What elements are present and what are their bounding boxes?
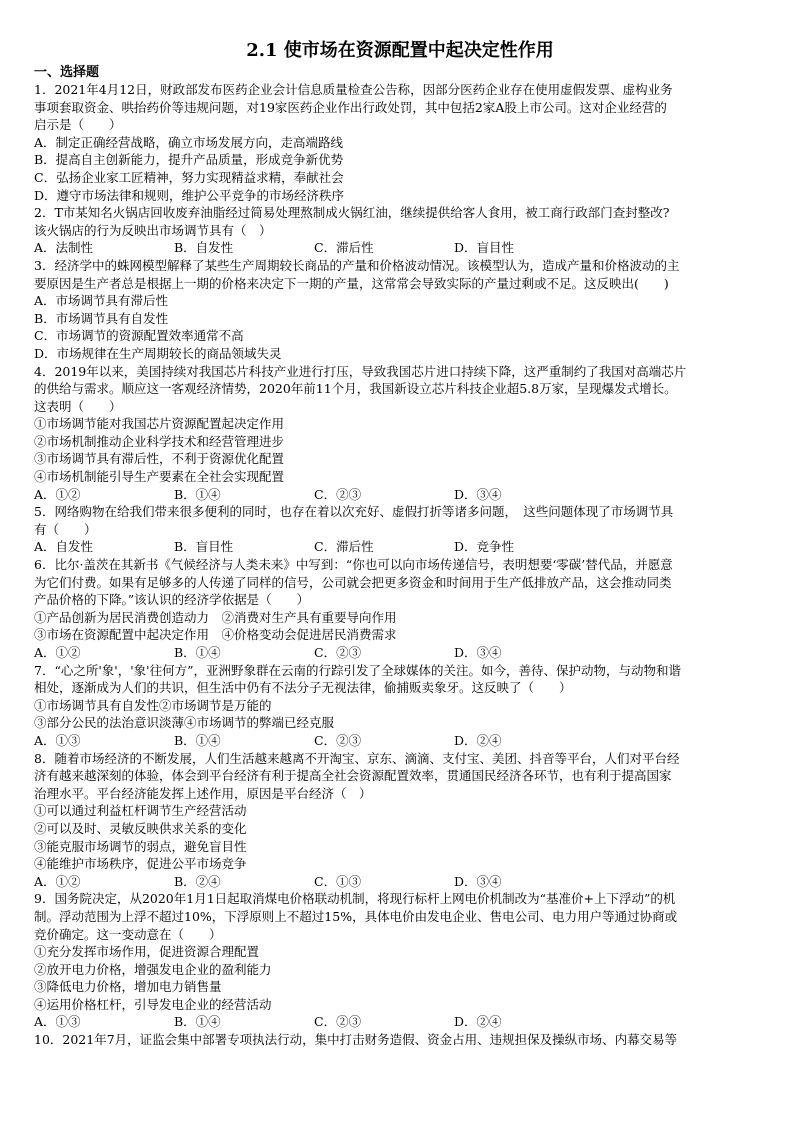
answer-choice[interactable]: B．①④ (174, 645, 221, 660)
statement-item: ①可以通过利益杠杆调节生产经营活动 (34, 803, 247, 819)
statement-item: ③市场调节具有滞后性，不利于资源优化配置 (34, 451, 285, 467)
statement-item: ②市场机制推动企业科学技术和经营管理进步 (34, 433, 285, 449)
answer-choice[interactable]: C．①③ (314, 873, 362, 889)
question-stem-line: 4．2019年以来，美国持续对我国芯片科技产业进行打压，导致我国芯片进口持续下降，这严重制约了我国对高端芯片 (34, 363, 687, 379)
answer-choice[interactable]: A．市场调节具有滞后性 (34, 293, 169, 309)
answer-choice[interactable]: C．滞后性 (314, 240, 374, 256)
answer-choice[interactable]: A．①② (34, 486, 81, 502)
question-stem-line: 2．T市某知名火锅店回收废弃油脂经过简易处理熬制成火锅红油，继续提供给客人食用，被工商行政部门查封整改? (34, 205, 670, 221)
question-stem-line: 10．2021年7月，证监会集中部署专项执法行动，集中打击财务造假、资金占用、违规担保及操纵市场、内幕交易等 (34, 1032, 678, 1048)
question-stem-line: 5．网络购物在给我们带来很多便利的同时，也存在着以次充好、虚假打折等诸多问题， 这些问题体现了市场调节具 (34, 504, 674, 520)
section-heading: 一、选择题 (34, 65, 100, 80)
answer-choice[interactable]: B．盲目性 (174, 539, 234, 555)
answer-choices-row (34, 239, 766, 257)
question-stem-line: 8．随着市场经济的不断发展，人们生活越来越离不开淘宝、京东、滴滴、支付宝、美团、抖音等平台，人们对平台经 (34, 750, 680, 766)
question-stem-line: 治理水平。平台经济能发挥上述作用，原因是平台经济（ ） (34, 785, 372, 801)
statement-item: ②可以及时、灵敏反映供求关系的变化 (34, 820, 247, 836)
answer-choice[interactable]: A．①③ (34, 732, 81, 748)
answer-choice[interactable]: A．①② (34, 873, 81, 889)
answer-choices-row (34, 1013, 766, 1031)
answer-choice[interactable]: B．①④ (174, 1014, 221, 1030)
statement-item: ③降低电力价格，增加电力销售量 (34, 979, 222, 995)
question-block (34, 503, 766, 556)
question-block (34, 363, 766, 504)
answer-choice[interactable]: C．②③ (314, 486, 362, 502)
question-stem-line: 这表明（ ） (34, 398, 122, 414)
question-block (34, 890, 766, 1031)
question-stem-line: 竞价确定。这一变动意在（ ） (34, 926, 222, 942)
answer-choice[interactable]: C．②③ (314, 645, 362, 660)
question-stem-line: 3．经济学中的蛛网模型解释了某些生产周期较长商品的产量和价格波动情况。该模型认为，造成产量和价格波动的主 (34, 257, 680, 273)
question-stem-line: 1．2021年4月12日，财政部发布医药企业会计信息质量检查公告称，因部分医药企业存在使用虚假发票、虚构业务 (34, 82, 673, 97)
statement-item: ③市场在资源配置中起决定作用 ④价格变动会促进居民消费需求 (34, 627, 397, 643)
answer-choice[interactable]: B．①④ (174, 486, 221, 502)
answer-choice[interactable]: C．弘扬企业家工匠精神，努力实现精益求精，奉献社会 (34, 169, 344, 185)
answer-choice[interactable]: C．滞后性 (314, 539, 374, 555)
answer-choice[interactable]: D．②④ (454, 732, 502, 748)
answer-choice[interactable]: D．竞争性 (454, 539, 515, 555)
statement-item: ③部分公民的法治意识淡薄④市场调节的弊端已经克服 (34, 715, 335, 731)
statement-item: ①市场调节具有自发性②市场调节是万能的 (34, 697, 272, 713)
question-stem-line: 7．“心之所'象'，'象'往何方”，亚洲野象群在云南的行踪引发了全球媒体的关注。如今，善待、保护动物，与动物和谐 (34, 662, 681, 678)
question-stem-line: 制。浮动范围为上浮不超过10%，下浮原则上不超过15%，具体电价由发电企业、售电公司、电力用户等通过协商或 (34, 908, 678, 924)
answer-choices-row (34, 538, 766, 556)
question-block (34, 257, 766, 363)
question-block (34, 750, 766, 891)
answer-choice[interactable]: B．市场调节具有自发性 (34, 310, 169, 326)
statement-item: ④运用价格杠杆，引导发电企业的经营活动 (34, 996, 272, 1012)
answer-choice[interactable]: A．①③ (34, 1014, 81, 1030)
answer-choice[interactable]: B．自发性 (174, 240, 234, 256)
answer-choice[interactable]: A．法制性 (34, 240, 94, 256)
question-stem-line: 启示是（ ） (34, 117, 122, 133)
question-block (34, 204, 766, 257)
question-block (34, 662, 766, 750)
page-title: 2.1 使市场在资源配置中起决定性作用 (246, 40, 554, 61)
statement-item: ②放开电力价格，增强发电企业的盈利能力 (34, 961, 272, 977)
question-stem-line: 的供给与需求。顺应这一客观经济情势，2020年前11个月，我国新设立芯片科技企业超5.8万家，呈现爆发式增长。 (34, 381, 677, 397)
statement-item: ①市场调节能对我国芯片资源配置起决定作用 (34, 416, 285, 432)
answer-choice[interactable]: A．自发性 (34, 539, 94, 555)
answer-choice[interactable]: A．①② (34, 645, 81, 660)
answer-choice[interactable]: C．②③ (314, 732, 362, 748)
question-stem-line: 该火锅店的行为反映出市场调节具有（ ） (34, 222, 272, 238)
question-block (34, 81, 766, 204)
question-stem-line: 济有越来越深刻的体验，体会到平台经济有利于提高全社会资源配置效率，贯通国民经济各环节，也有利于提高国家 (34, 768, 672, 784)
answer-choice[interactable]: D．③④ (454, 873, 502, 889)
answer-choice[interactable]: D．市场规律在生产周期较长的商品领域失灵 (34, 345, 282, 361)
statement-item: ④市场机制能引导生产要素在全社会实现配置 (34, 469, 285, 485)
answer-choice[interactable]: D．③④ (454, 645, 502, 660)
question-stem-line: 6．比尔·盖茨在其新书《气候经济与人类未来》中写到：“你也可以向市场传递信号，表明想要‘零碳’替代品，并愿意 (34, 557, 673, 573)
question-block (34, 1031, 766, 1049)
question-stem-line: 产品价格的下降。”该认识的经济学依据是（ ） (34, 592, 310, 608)
question-stem-line: 有（ ） (34, 521, 97, 537)
answer-choices-row (34, 732, 766, 750)
answer-choice[interactable]: C．市场调节的资源配置效率通常不高 (34, 328, 244, 344)
answer-choices-row (34, 486, 766, 504)
answer-choices-row (34, 873, 766, 891)
document-page (34, 40, 766, 1049)
answer-choice[interactable]: D．盲目性 (454, 240, 515, 256)
question-block (34, 556, 766, 662)
answer-choice[interactable]: D．③④ (454, 486, 502, 502)
question-stem-line: 9．国务院决定，从2020年1月1日起取消煤电价格联动机制，将现行标杆上网电价机制改为“基准价+上下浮动”的机 (34, 891, 676, 907)
answer-choice[interactable]: C．②③ (314, 1014, 362, 1030)
statement-item: ③能克服市场调节的弱点，避免盲目性 (34, 838, 247, 854)
question-list (34, 81, 766, 1049)
statement-item: ①充分发挥市场作用，促进资源合理配置 (34, 944, 260, 960)
question-stem-line: 相处，逐渐成为人们的共识，但生活中仍有不法分子无视法律，偷捕贩卖象牙。这反映了（ ） (34, 680, 572, 696)
answer-choice[interactable]: D．②④ (454, 1014, 502, 1030)
question-stem-line: 为它们付费。如果有足够多的人传递了同样的信号，公司就会把更多资金和时间用于生产低排放产品，这会推动同类 (34, 574, 672, 590)
answer-choice[interactable]: B．提高自主创新能力，提升产品质量，形成竞争新优势 (34, 152, 344, 168)
question-stem-line: 事项套取资金、哄抬药价等违规问题，对19家医药企业作出行政处罚，其中包括2家A股上市公司。这对企业经营的 (34, 99, 667, 115)
answer-choice[interactable]: D．遵守市场法律和规则，维护公平竞争的市场经济秩序 (34, 187, 345, 203)
answer-choice[interactable]: B．①④ (174, 732, 221, 748)
answer-choice[interactable]: A．制定正确经营战略，确立市场发展方向，走高端路线 (34, 134, 344, 150)
answer-choice[interactable]: B．②④ (174, 873, 221, 889)
answer-choices-row (34, 644, 766, 662)
question-stem-line: 要原因是生产者总是根据上一期的价格来决定下一期的产量，这常常会导致实际的产量过剩或不足。这反映出( ) (34, 275, 669, 291)
statement-item: ①产品创新为居民消费创造动力 ②消费对生产具有重要导向作用 (34, 609, 397, 625)
statement-item: ④能维护市场秩序，促进公平市场竞争 (34, 856, 247, 872)
